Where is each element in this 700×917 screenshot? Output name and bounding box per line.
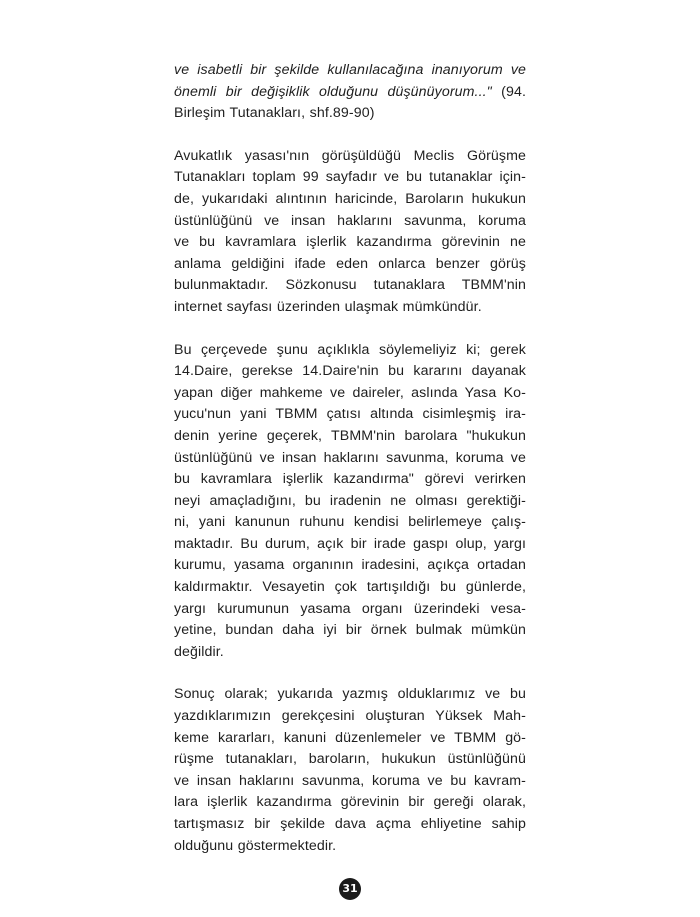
text-line: üstünlüğünü ve insan haklarını savunma, koruma xyxy=(174,212,526,229)
text-line: ve bu kavramlara işlerlik kazandırma görevinin ne xyxy=(174,234,526,251)
text-line xyxy=(174,103,526,125)
paragraph-quote xyxy=(174,60,526,125)
text-line: Avukatlık yasası'nın görüşüldüğü Meclis Görüşme xyxy=(174,147,526,164)
text-column xyxy=(174,60,526,857)
text-line: yazdıklarımızın gerekçesini oluşturan Yüksek Mah- xyxy=(174,708,526,725)
text-line xyxy=(174,60,526,82)
paragraph xyxy=(174,684,526,857)
text-line: değildir. xyxy=(174,643,224,660)
text-line: de, yukarıdaki alıntının haricinde, Baroların hukukun xyxy=(174,190,526,207)
text-line: lara işlerlik kazandırma görevinin bir gereği olarak, xyxy=(174,794,526,811)
text-line: Tutanakları toplam 99 sayfadır ve bu tutanaklar için- xyxy=(174,169,526,186)
text-line: neyi amaçladığını, bu iradenin ne olması gerektiği- xyxy=(174,492,526,509)
text-line: anlama geldiğini ifade eden onlarca benzer görüş xyxy=(174,255,526,272)
citation-text: Birleşim Tutanakları, shf.89-90) xyxy=(174,105,375,122)
text-line: tartışmasız bir şekilde dava açma ehliyetine sahip xyxy=(174,816,526,832)
page-number-badge: 31 xyxy=(339,878,361,900)
text-line: üstünlüğünü ve insan haklarını savunma, koruma ve xyxy=(174,449,526,466)
text-line: ve insan haklarını savunma, koruma ve bu kavram- xyxy=(174,772,526,789)
quote-text: önemli bir değişiklik olduğunu düşünüyorum..." xyxy=(174,83,492,100)
text-line: ni, yani kanunun ruhunu kendisi belirlemeye çalış- xyxy=(174,514,526,531)
text-line: bulunmaktadır. Sözkonusu tutanaklara TBMM'nin xyxy=(174,277,526,294)
text-line: bu kavramlara işlerlik kazandırma" görevi verirken xyxy=(174,471,526,488)
text-line: keme kararları, kanuni düzenlemeler ve TBMM gö- xyxy=(174,729,526,746)
text-line: kaldırmaktır. Vesayetin çok tartışıldığı bu günlerde, xyxy=(174,579,526,596)
text-line: rüşme tutanakları, baroların, hukukun üstünlüğünü xyxy=(174,751,526,768)
paragraph xyxy=(174,146,526,319)
paragraph xyxy=(174,340,526,664)
text-line xyxy=(174,82,526,104)
text-line: yapan diğer mahkeme ve daireler, aslında Yasa Ko- xyxy=(174,384,526,401)
text-line: 14.Daire, gerekse 14.Daire'nin bu kararını dayanak xyxy=(174,363,526,380)
text-line: yargı kurumunun yasama organı üzerindeki vesa- xyxy=(174,600,526,617)
text-line: denin yerine geçerek, TBMM'nin barolara "hukukun xyxy=(174,427,526,444)
citation-text: (94. xyxy=(491,83,526,100)
text-line: maktadır. Bu durum, açık bir irade gaspı olup, yargı xyxy=(174,535,526,552)
text-line: kurumu, yasama organının iradesini, açıkça ortadan xyxy=(174,557,526,574)
text-line: internet sayfası üzerinden ulaşmak mümkündür. xyxy=(174,298,482,315)
text-line: olduğunu göstermektedir. xyxy=(174,837,337,854)
text-line: Sonuç olarak; yukarıda yazmış olduklarımız ve bu xyxy=(174,686,526,703)
text-line: yucu'nun yani TBMM çatısı altında cisimleşmiş ira- xyxy=(174,406,526,423)
text-line: Bu çerçevede şunu açıklıkla söylemeliyiz ki; gerek xyxy=(174,341,526,358)
text-line: yetine, bundan daha iyi bir örnek bulmak mümkün xyxy=(174,622,526,639)
quote-text: ve isabetli bir şekilde kullanılacağına inanıyorum ve xyxy=(174,62,526,78)
